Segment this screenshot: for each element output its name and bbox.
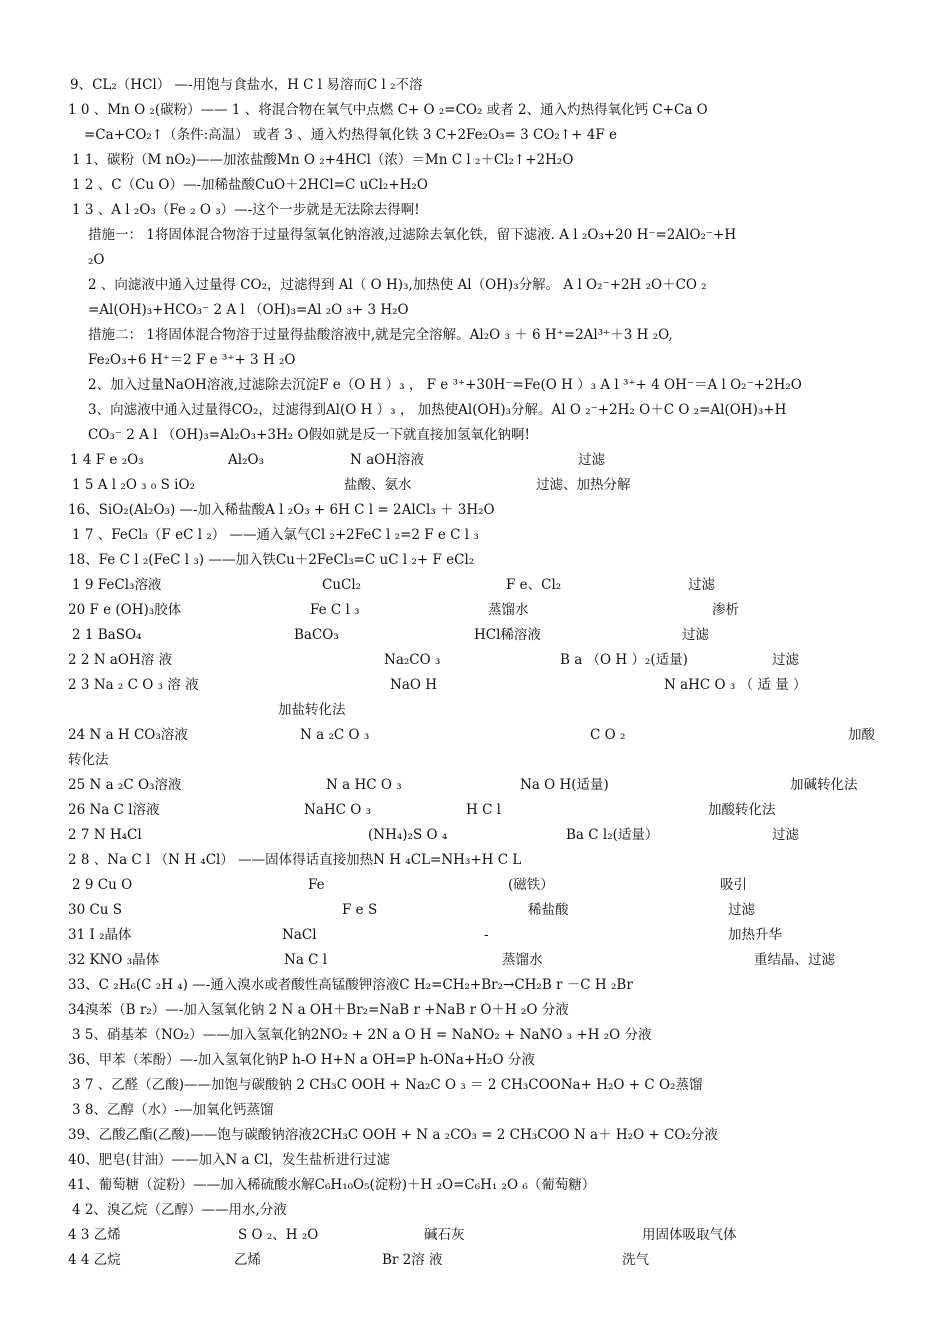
- measure-1-step-2: 2 、向滤液中通入过量得 CO₂，过滤得到 Al（ O H)₃,加热使 Al（OH)₃分解。 A l O₂⁻+2H ₂O＋CO ₂: [88, 277, 707, 293]
- row-22-impure: 2 2 N aOH溶 液: [68, 652, 173, 668]
- row-29-reagent: (磁铁）: [508, 877, 554, 893]
- row-24-method-cont: 转化法: [68, 752, 109, 768]
- item-38: 3 8、乙醇（水）-—加氧化钙蒸馏: [72, 1102, 274, 1118]
- row-29-method: 吸引: [720, 877, 747, 893]
- item-18: 18、Fe C l ₂(FeC l ₃) ——加入铁Cu＋2FeCl₃=C uC l ₂+ F eCl₂: [68, 552, 475, 568]
- item-40: 40、肥皂(甘油）——加入N a Cl，发生盐析进行过滤: [68, 1152, 391, 1168]
- row-32-reagent: 蒸馏水: [502, 952, 543, 968]
- row-44-reagent: Br 2溶 液: [382, 1252, 443, 1268]
- row-32-impure: 32 KNO ₃晶体: [68, 952, 160, 968]
- row-31-impurity: NaCl: [282, 927, 317, 943]
- item-11: 1 1、碳粉（M nO₂)——加浓盐酸Mn O ₂+4HCl（浓）＝Mn C l ₂＋Cl₂↑+2H₂O: [72, 152, 574, 168]
- item-12: 1 2 、C（Cu O）—-加稀盐酸CuO＋2HCl=C uCl₂+H₂O: [72, 177, 428, 193]
- row-20-impure: 20 F e (OH)₃胶体: [68, 602, 182, 618]
- item-10-line-1: 1 0 、Mn O ₂(碳粉）—— 1 、将混合物在氧气中点燃 C+ O ₂=CO₂ 或者 2、通入灼热得氧化钙 C+Ca O: [68, 102, 708, 118]
- item-17: 1 7 、FeCl₃（F eC l ₂） ——通入氯气Cl ₂+2FeC l ₂=2 F e C l ₃: [72, 527, 479, 543]
- row-15-reagent: 盐酸、氨水: [344, 477, 412, 493]
- measure-2-step-3: 3、向滤液中通入过量得CO₂，过滤得到Al(O H ）₃ ， 加热使Al(OH)₃分解。Al O ₂⁻+2H₂ O＋C O ₂=Al(OH)₃+H: [88, 402, 787, 418]
- row-43-reagent: 碱石灰: [424, 1227, 465, 1243]
- row-26-reagent: H C l: [466, 802, 502, 818]
- row-30-impurity: F e S: [342, 902, 378, 918]
- row-26-impure: 26 Na C l溶液: [68, 802, 160, 818]
- item-16: 16、SiO₂(Al₂O₃) —-加入稀盐酸A l ₂O₃ + 6H C l = 2AlCl₃ ＋ 3H₂O: [68, 502, 495, 518]
- row-27-impure: 2 7 N H₄Cl: [68, 827, 142, 843]
- row-21-impurity: BaCO₃: [294, 627, 339, 643]
- row-19-impurity: CuCl₂: [322, 577, 362, 593]
- row-25-impure: 25 N a ₂C O₃溶液: [68, 777, 182, 793]
- row-22-impurity: Na₂CO ₃: [384, 652, 441, 668]
- row-27-impurity: (NH₄)₂S O ₄: [368, 827, 448, 843]
- row-29-impure: 2 9 Cu O: [72, 877, 133, 893]
- item-9: 9、CL₂（HCl） —-用饱与食盐水，H C l 易溶而C l ₂不溶: [70, 77, 423, 93]
- row-30-impure: 30 Cu S: [68, 902, 123, 918]
- row-24-impurity: N a ₂C O ₃: [300, 727, 370, 743]
- row-14-method: 过滤: [578, 452, 605, 468]
- item-35: 3 5、硝基苯（NO₂）——加入氢氧化钠2NO₂ + 2N a O H = NaNO₂ + NaNO ₃ +H ₂O 分液: [72, 1027, 652, 1043]
- row-24-impure: 24 N a H CO₃溶液: [68, 727, 188, 743]
- item-36: 36、甲苯（苯酚）—-加入氢氧化钠P h-O H+N a OH=P h-ONa+H₂O 分液: [68, 1052, 535, 1068]
- row-22-method: 过滤: [772, 652, 799, 668]
- row-27-reagent: Ba C l₂(适量）: [566, 827, 659, 843]
- item-41: 41、葡萄糖（淀粉）——加入稀硫酸水解C₆H₁₀O₅(淀粉)＋H ₂O=C₆H₁ ₂O ₆（葡萄糖）: [68, 1177, 596, 1193]
- measure-1-step-1: 措施一： 1将固体混合物溶于过量得氢氧化钠溶液,过滤除去氧化铁，留下滤液. A l ₂O₃+20 H⁻=2AlO₂⁻+H: [88, 227, 737, 243]
- row-23-impure: 2 3 Na ₂ C O ₃ 溶 液: [68, 677, 199, 693]
- row-19-reagent: F e、Cl₂: [506, 577, 562, 593]
- row-24-method: 加酸: [848, 727, 875, 743]
- item-39: 39、乙酸乙酯(乙酸)——饱与碳酸钠溶液2CH₃C OOH + N a ₂CO₃ = 2 CH₃COO N a＋ H₂O + CO₂分液: [68, 1127, 718, 1143]
- item-37: 3 7 、乙醛（乙酸)——加饱与碳酸钠 2 CH₃C OOH + Na₂C O ₃ ＝ 2 CH₃COONa+ H₂O + C O₂蒸馏: [72, 1077, 703, 1093]
- measure-1-step-1-cont: ₂O: [88, 252, 105, 268]
- row-43-impure: 4 3 乙烯: [68, 1227, 121, 1243]
- row-20-method: 渗析: [712, 602, 739, 618]
- item-34: 34溴苯（B r₂）—-加入氢氧化钠 2 N a OH＋Br₂=NaB r +NaB r O＋H ₂O 分液: [68, 1002, 569, 1018]
- row-44-method: 洗气: [622, 1252, 649, 1268]
- row-26-method: 加酸转化法: [708, 802, 776, 818]
- row-19-impure: 1 9 FeCl₃溶液: [72, 577, 162, 593]
- row-24-reagent: C O ₂: [590, 727, 626, 743]
- row-21-reagent: HCl稀溶液: [474, 627, 541, 643]
- row-44-impure: 4 4 乙烷: [68, 1252, 121, 1268]
- row-32-method: 重结晶、过滤: [754, 952, 835, 968]
- row-30-method: 过滤: [728, 902, 755, 918]
- row-19-method: 过滤: [688, 577, 715, 593]
- row-31-impure: 31 I ₂晶体: [68, 927, 132, 943]
- row-14-impurity: Al₂O₃: [228, 452, 264, 468]
- row-30-reagent: 稀盐酸: [528, 902, 569, 918]
- item-13: 1 3 、A l ₂O₃（Fe ₂ O ₃）—-这个一步就是无法除去得啊!: [72, 202, 420, 218]
- item-28: 2 8 、Na C l （N H ₄Cl） ——固体得话直接加热N H ₄CL=NH₃+H C L: [68, 852, 522, 868]
- row-14-impure: 1 4 F e ₂O₃: [70, 452, 144, 468]
- row-15-method: 过滤、加热分解: [536, 477, 631, 493]
- row-44-impurity: 乙烯: [234, 1252, 261, 1268]
- measure-2-step-1-cont: Fe₂O₃+6 H⁺＝2 F e ³⁺+ 3 H ₂O: [88, 352, 296, 368]
- row-23-method: 加盐转化法: [278, 702, 346, 718]
- item-33: 33、C ₂H₆(C ₂H ₄) —-通入溴水或者酸性高锰酸钾溶液C H₂=CH₂+Br₂→CH₂B r －C H ₂Br: [68, 977, 633, 993]
- measure-2-step-3-cont: CO₃⁻ 2 A l （OH)₃=Al₂O₃+3H₂ O假如就是反一下就直接加氢氧化钠啊!: [88, 427, 530, 443]
- measure-1-step-2-cont: =Al(OH)₃+HCO₃⁻ 2 A l （OH)₃=Al ₂O ₃+ 3 H₂O: [88, 302, 409, 318]
- row-26-impurity: NaHC O ₃: [304, 802, 372, 818]
- row-25-method: 加碱转化法: [790, 777, 858, 793]
- row-20-reagent: 蒸馏水: [488, 602, 529, 618]
- row-31-reagent: -: [484, 927, 489, 943]
- measure-2-step-1: 措施二： 1将固体混合物溶于过量得盐酸溶液中,就是完全溶解。Al₂O ₃ ＋ 6 H⁺=2Al³⁺＋3 H ₂O,: [88, 327, 673, 343]
- measure-2-step-2: 2、加入过量NaOH溶液,过滤除去沉淀F e（O H ）₃ ， F e ³⁺+30H⁻=Fe(O H ）₃ A l ³⁺+ 4 OH⁻＝A l O₂⁻+2H₂O: [88, 377, 802, 393]
- row-23-impurity: NaO H: [390, 677, 437, 693]
- row-43-method: 用固体吸取气体: [642, 1227, 737, 1243]
- row-14-reagent: N aOH溶液: [350, 452, 424, 468]
- row-31-method: 加热升华: [728, 927, 782, 943]
- row-23-reagent: N aHC O ₃ （ 适 量 ）: [664, 677, 807, 693]
- row-20-impurity: Fe C l ₃: [310, 602, 360, 618]
- row-25-reagent: Na O H(适量): [520, 777, 609, 793]
- item-42: 4 2、溴乙烷（乙醇）——用水,分液: [72, 1202, 287, 1218]
- row-15-impure: 1 5 A l ₂O ₃ ₀ S iO₂: [72, 477, 195, 493]
- row-32-impurity: Na C l: [284, 952, 328, 968]
- item-10-line-2: =Ca+CO₂↑（条件:高温） 或者 3 、通入灼热得氧化铁 3 C+2Fe₂O₃= 3 CO₂↑+ 4F e: [84, 127, 617, 143]
- row-21-method: 过滤: [682, 627, 709, 643]
- row-29-impurity: Fe: [308, 877, 325, 893]
- row-27-method: 过滤: [772, 827, 799, 843]
- row-22-reagent: B a （O H ）₂(适量): [560, 652, 688, 668]
- row-21-impure: 2 1 BaSO₄: [72, 627, 142, 643]
- row-43-impurity: S O ₂、H ₂O: [238, 1227, 319, 1243]
- row-25-impurity: N a HC O ₃: [326, 777, 402, 793]
